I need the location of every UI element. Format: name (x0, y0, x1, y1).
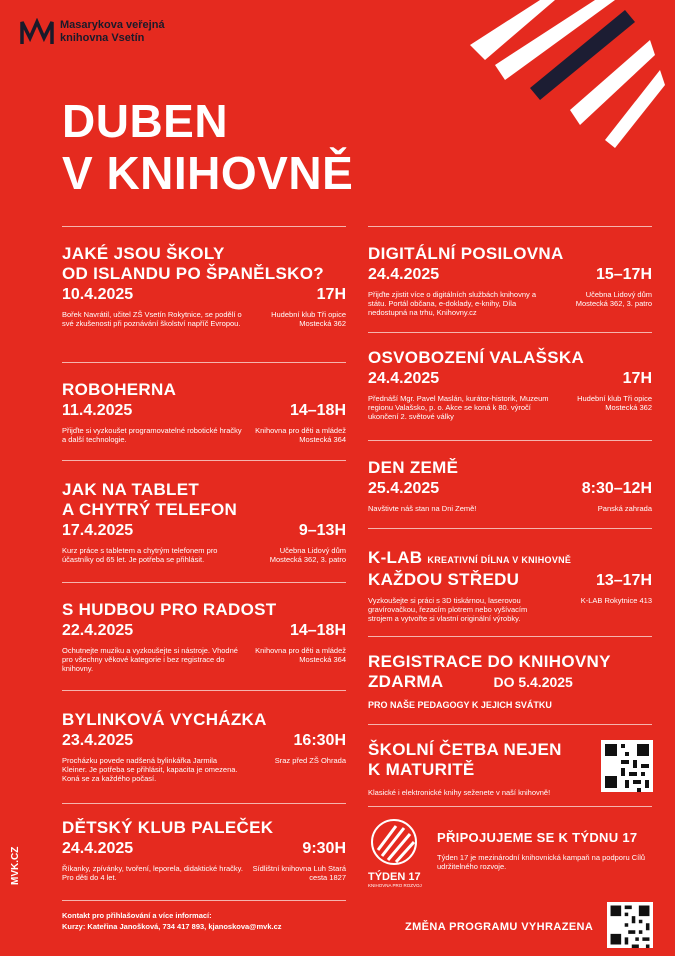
event-kids-club: DĚTSKÝ KLUB PALEČEK 24.4.2025 9:30H Říkanky, zpívánky, tvoření, leporela, didaktické hračky. Pro děti do 4 let. Sídlištní knihovna Luh Stará cesta 1827 (62, 818, 346, 882)
event-music: S HUDBOU PRO RADOST 22.4.2025 14–18H Ochutnejte muziku a vyzkoušejte si nástroje. Vhodné pro všechny věkové kategorie i bez registrace do knihovny. Knihovna pro děti a mládež Mostecká 364 (62, 600, 346, 673)
school-reading: ŠKOLNÍ ČETBA NEJEN K MATURITĚ Klasické i elektronické knihy seženete v naší knihovně! (368, 740, 562, 797)
qr-code-reading[interactable] (601, 740, 653, 792)
event-tablet: JAK NA TABLET A CHYTRÝ TELEFON 17.4.2025 9–13H Kurz práce s tabletem a chytrým telefonem pro účastníky od 65 let. Je potřeba se přihlásit. Učebna Lidový dům Mostecká 362, 3. patro (62, 480, 346, 564)
decorative-stripes (455, 0, 675, 150)
event-digital: DIGITÁLNÍ POSILOVNA 24.4.2025 15–17H Přijďte zjistit více o digitálních službách knihovny a státu. Portál občana, e-doklady, e-knihy, Díla nedostupná na trhu, Knihovny.cz Učebna Lidový dům Mostecká 362, 3. patro (368, 244, 652, 317)
library-logo[interactable] (20, 18, 165, 46)
registration-promo: REGISTRACE DO KNIHOVNY ZDARMA DO 5.4.2025 PRO NAŠE PEDAGOGY K JEJICH SVÁTKU (368, 652, 611, 710)
qr-code-footer[interactable] (607, 902, 653, 948)
tyden17-description: Týden 17 je mezinárodní knihovnická kampaň na podporu Cílů udržitelného rozvoje. (437, 853, 646, 871)
event-roboherna: ROBOHERNA 11.4.2025 14–18H Přijďte si vyzkoušet programovatelné robotické hračky a další technologie. Knihovna pro děti a mládež Mostecká 364 (62, 380, 346, 444)
program-change-note: ZMĚNA PROGRAMU VYHRAZENA (405, 921, 594, 933)
tyden17-emblem-icon (368, 818, 424, 870)
website-label[interactable]: MVK.CZ (10, 846, 21, 885)
event-klab: K-LAB KREATIVNÍ DÍLNA V KNIHOVNĚ KAŽDOU STŘEDU 13–17H Vyzkoušejte si práci s 3D tiskárnou, laserovou gravírovačkou, řezacím plotrem nebo vyšívacím strojem a vytvořte si vlastní originální výrobky. K-LAB Rokytnice 413 (368, 548, 652, 623)
mvk-logo-icon (20, 18, 54, 46)
event-school: JAKÉ JSOU ŠKOLY OD ISLANDU PO ŠPANĚLSKO? 10.4.2025 17H Bořek Navrátil, učitel ZŠ Vsetín Rokytnice, se podělí o své zkušenosti při poznávání školství napříč Evropou. Hudební klub Tři opice Mostecká 362 (62, 244, 346, 328)
contact-info: Kontakt pro přihlašování a více informací: Kurzy: Kateřina Janošková, 734 417 893, kjanoskova@mvk.cz (62, 911, 282, 931)
logo-line-2: knihovna Vsetín (60, 32, 145, 44)
tyden17-heading: PŘIPOJUJEME SE K TÝDNU 17 (437, 830, 638, 845)
tyden17-logo: TÝDEN 17 KNIHOVNA PRO ROZVOJ (368, 818, 424, 888)
event-liberation: OSVOBOZENÍ VALAŠSKA 24.4.2025 17H Přednáší Mgr. Pavel Maslán, kurátor-historik, Muzeum regionu Valašsko, p. o. Akce se koná k 80. výročí ukončení 2. světové války Hudební klub Tři opice Mostecká 362 (368, 348, 652, 421)
event-earth-day: DEN ZEMĚ 25.4.2025 8:30–12H Navštivte náš stan na Dni Země! Panská zahrada (368, 458, 652, 513)
event-herbs: BYLINKOVÁ VYCHÁZKA 23.4.2025 16:30H Procházku povede nadšená bylinkářka Jarmila Kleiner. Je potřeba se přihlásit, kapacita je omezena. Koná se za každého počasí. Sraz před ZŠ Ohrada (62, 710, 346, 783)
logo-line-1: Masarykova veřejná (60, 19, 165, 31)
page-title: DUBEN V KNIHOVNĚ (62, 95, 354, 199)
